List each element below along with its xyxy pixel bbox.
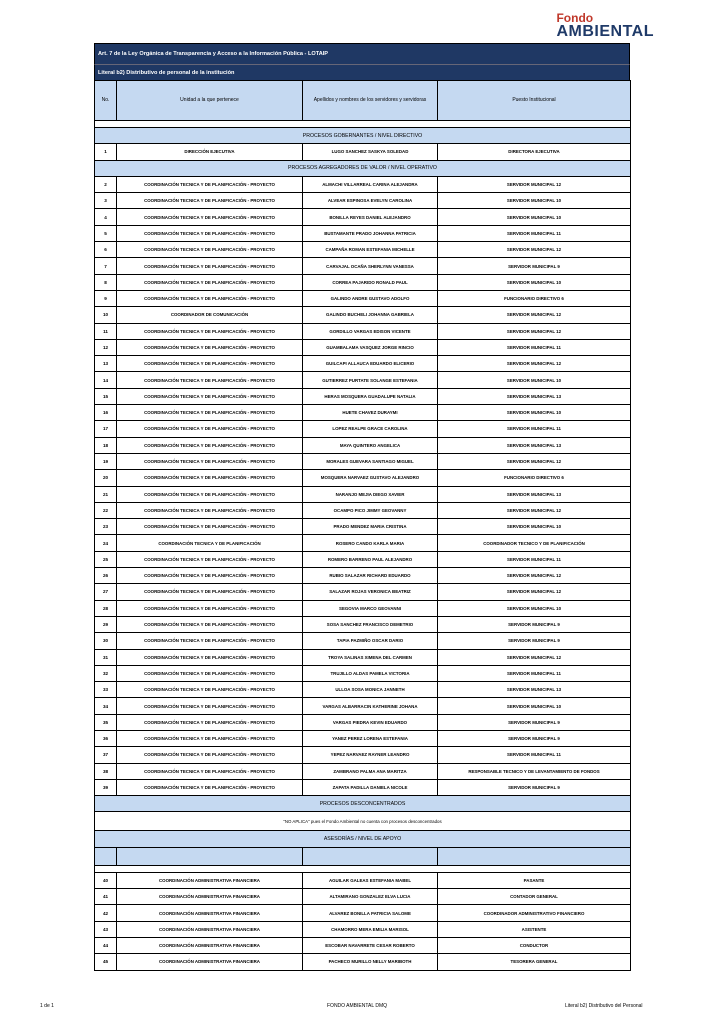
cell-position: SERVIDOR MUNICIPAL 11: [438, 225, 631, 241]
cell-position: SERVIDOR MUNICIPAL 10: [438, 193, 631, 209]
cell-name: BUSTAMANTE PRADO JOHANNA PATRICIA: [303, 225, 438, 241]
cell-unit: COORDINACIÓN TECNICA Y DE PLANIFICACIÓN - PROYECTO: [117, 356, 303, 372]
cell-unit: COORDINACIÓN TECNICA Y DE PLANIFICACIÓN - PROYECTO: [117, 568, 303, 584]
table-row: [95, 242, 631, 258]
table-row: [95, 872, 631, 888]
cell-name: LUGO SANCHEZ SASKYA SOLEDAD: [303, 144, 438, 160]
cell-name: HERAS MOSQUERA GUADALUPE NATALIA: [303, 388, 438, 404]
cell-number: 45: [95, 954, 117, 970]
cell-unit: COORDINACIÓN TECNICA Y DE PLANIFICACIÓN - PROYECTO: [117, 421, 303, 437]
cell-name: ALMACHI VILLARREAL CARINA ALEJANDRA: [303, 176, 438, 192]
table-row: [95, 954, 631, 970]
cell-name: SEGOVIA MARCO GEOVANNI: [303, 600, 438, 616]
cell-position: SERVIDOR MUNICIPAL 10: [438, 209, 631, 225]
table-row: [95, 193, 631, 209]
cell-number: 21: [95, 486, 117, 502]
table-row: [95, 209, 631, 225]
cell-unit: COORDINACIÓN TECNICA Y DE PLANIFICACIÓN - PROYECTO: [117, 323, 303, 339]
table-row: [95, 470, 631, 486]
cell-number: 4: [95, 209, 117, 225]
cell-number: 31: [95, 649, 117, 665]
cell-name: GUILCAPI ALLAUCA EDUARDO ELICERIO: [303, 356, 438, 372]
cell-number: 37: [95, 747, 117, 763]
cell-position: TESORERA GENERAL: [438, 954, 631, 970]
table-row: [95, 714, 631, 730]
cell-name: RUBIO SALAZAR RICHARD EDUARDO: [303, 568, 438, 584]
table-row: [95, 307, 631, 323]
cell-name: ALVAREZ BONILLA PATRICIA SALOME: [303, 905, 438, 921]
personnel-table: [94, 80, 631, 971]
cell-position: FUNCIONARIO DIRECTIVO 6: [438, 290, 631, 306]
table-row: [95, 519, 631, 535]
cell-name: YANEZ PEREZ LORENA ESTEFANIA: [303, 730, 438, 746]
cell-number: 15: [95, 388, 117, 404]
cell-unit: COORDINACIÓN TECNICA Y DE PLANIFICACIÓN - PROYECTO: [117, 290, 303, 306]
cell-name: TROYA SALINAS XIMENA DEL CARMEN: [303, 649, 438, 665]
cell-position: ASISTENTE: [438, 921, 631, 937]
cell-number: 30: [95, 633, 117, 649]
cell-number: 26: [95, 568, 117, 584]
col-header-position: Puesto Institucional: [438, 81, 631, 121]
cell-unit: COORDINACIÓN TECNICA Y DE PLANIFICACIÓN - PROYECTO: [117, 665, 303, 681]
table-row: [95, 388, 631, 404]
table-row: [95, 453, 631, 469]
cell-number: 14: [95, 372, 117, 388]
table-row: [95, 763, 631, 779]
cell-unit: COORDINACIÓN TECNICA Y DE PLANIFICACIÓN - PROYECTO: [117, 502, 303, 518]
cell-number: 33: [95, 682, 117, 698]
cell-unit: COORDINACIÓN TECNICA Y DE PLANIFICACIÓN - PROYECTO: [117, 649, 303, 665]
cell-number: 7: [95, 258, 117, 274]
cell-number: 9: [95, 290, 117, 306]
cell-unit: COORDINACIÓN TECNICA Y DE PLANIFICACIÓN - PROYECTO: [117, 714, 303, 730]
cell-position: SERVIDOR MUNICIPAL 10: [438, 405, 631, 421]
table-row: [95, 421, 631, 437]
cell-number: 43: [95, 921, 117, 937]
table-row: [95, 937, 631, 953]
cell-number: 23: [95, 519, 117, 535]
blank-cell: [303, 847, 438, 865]
footer-center-text: FONDO AMBIENTAL DMQ: [327, 1003, 388, 1009]
cell-unit: COORDINACIÓN TECNICA Y DE PLANIFICACIÓN - PROYECTO: [117, 779, 303, 795]
cell-name: ESCOBAR NAVARRETE CESAR ROBERTO: [303, 937, 438, 953]
table-row: [95, 905, 631, 921]
section-header-operativo: [95, 160, 631, 176]
cell-name: ZAMBRANO PALMA ANA MARITZA: [303, 763, 438, 779]
cell-name: CHAMORRO MERA EMILIA MARISOL: [303, 921, 438, 937]
cell-unit: COORDINACIÓN ADMINISTRATIVA FINANCIERA: [117, 905, 303, 921]
table-row: [95, 682, 631, 698]
column-header-row: [95, 81, 631, 121]
cell-number: 12: [95, 339, 117, 355]
cell-name: GUTIERREZ PURTATE SOLANGE ESTEFANIA: [303, 372, 438, 388]
cell-position: SERVIDOR MUNICIPAL 12: [438, 323, 631, 339]
cell-unit: COORDINACIÓN TECNICA Y DE PLANIFICACIÓN - PROYECTO: [117, 453, 303, 469]
cell-unit: COORDINACIÓN TECNICA Y DE PLANIFICACIÓN - PROYECTO: [117, 209, 303, 225]
cell-number: 5: [95, 225, 117, 241]
table-row: [95, 568, 631, 584]
section-header-desconcentrados: [95, 796, 631, 812]
section-header-directivo: [95, 128, 631, 144]
cell-name: ZAPATA PADILLA DANIELA NICOLE: [303, 779, 438, 795]
cell-name: TAPIA PAZMIÑO OSCAR DARIO: [303, 633, 438, 649]
table-row: [95, 437, 631, 453]
cell-number: 42: [95, 905, 117, 921]
cell-number: 29: [95, 616, 117, 632]
cell-unit: COORDINACIÓN TECNICA Y DE PLANIFICACIÓN - PROYECTO: [117, 242, 303, 258]
cell-position: SERVIDOR MUNICIPAL 9: [438, 779, 631, 795]
cell-position: SERVIDOR MUNICIPAL 13: [438, 388, 631, 404]
cell-position: SERVIDOR MUNICIPAL 9: [438, 730, 631, 746]
cell-number: 34: [95, 698, 117, 714]
cell-unit: COORDINACIÓN TECNICA Y DE PLANIFICACIÓN - PROYECTO: [117, 600, 303, 616]
cell-position: SERVIDOR MUNICIPAL 11: [438, 551, 631, 567]
cell-unit: COORDINACIÓN TECNICA Y DE PLANIFICACIÓN - PROYECTO: [117, 698, 303, 714]
cell-name: OCAMPO PICO JIMMY GEOVANNY: [303, 502, 438, 518]
table-row: [95, 176, 631, 192]
cell-position: SERVIDOR MUNICIPAL 11: [438, 665, 631, 681]
table-row: [95, 144, 631, 160]
cell-position: DIRECTORA EJECUTIVA: [438, 144, 631, 160]
table-row: [95, 535, 631, 551]
cell-number: 10: [95, 307, 117, 323]
table-row: [95, 584, 631, 600]
cell-position: SERVIDOR MUNICIPAL 12: [438, 453, 631, 469]
cell-position: SERVIDOR MUNICIPAL 12: [438, 568, 631, 584]
cell-number: 35: [95, 714, 117, 730]
cell-unit: COORDINACIÓN TECNICA Y DE PLANIFICACIÓN - PROYECTO: [117, 437, 303, 453]
cell-unit: COORDINACIÓN ADMINISTRATIVA FINANCIERA: [117, 954, 303, 970]
cell-name: ALTAMIRANO GONZALEZ ELVA LUCIA: [303, 889, 438, 905]
cell-unit: COORDINACIÓN TECNICA Y DE PLANIFICACIÓN - PROYECTO: [117, 633, 303, 649]
cell-unit: COORDINACIÓN TECNICA Y DE PLANIFICACIÓN - PROYECTO: [117, 763, 303, 779]
table-row: [95, 339, 631, 355]
section-header-apoyo: [95, 831, 631, 847]
cell-position: SERVIDOR MUNICIPAL 12: [438, 242, 631, 258]
cell-number: 19: [95, 453, 117, 469]
cell-unit: COORDINACIÓN TECNICA Y DE PLANIFICACIÓN - PROYECTO: [117, 193, 303, 209]
cell-name: CARVAJAL OCAÑA SHERLYNN VANESSA: [303, 258, 438, 274]
cell-unit: COORDINACIÓN TECNICA Y DE PLANIFICACIÓN - PROYECTO: [117, 225, 303, 241]
section-title: PROCESOS GOBERNANTES / NIVEL DIRECTIVO: [95, 128, 631, 144]
cell-number: 32: [95, 665, 117, 681]
cell-number: 22: [95, 502, 117, 518]
cell-position: SERVIDOR MUNICIPAL 13: [438, 682, 631, 698]
cell-position: SERVIDOR MUNICIPAL 9: [438, 616, 631, 632]
cell-name: ROMERO BARRENO PAUL ALEJANDRO: [303, 551, 438, 567]
cell-position: SERVIDOR MUNICIPAL 9: [438, 633, 631, 649]
cell-position: FUNCIONARIO DIRECTIVO 6: [438, 470, 631, 486]
col-header-name: Apellidos y nombres de los servidores y servidoras: [303, 81, 438, 121]
cell-unit: COORDINADOR DE COMUNICACIÓN: [117, 307, 303, 323]
cell-name: ULLOA SOSA MONICA JANNETH: [303, 682, 438, 698]
footer-right-text: Literal b2) Distributivo del Personal: [565, 1003, 643, 1009]
logo-line-1: Fondo: [556, 11, 594, 25]
cell-name: MOSQUERA NARVAEZ GUSTAVO ALEJANDRO: [303, 470, 438, 486]
table-row: [95, 633, 631, 649]
fondo-ambiental-logo: [556, 12, 654, 40]
cell-position: CONDUCTOR: [438, 937, 631, 953]
cell-position: SERVIDOR MUNICIPAL 10: [438, 519, 631, 535]
col-header-unit: Unidad a la que pertenece: [117, 81, 303, 121]
cell-position: SERVIDOR MUNICIPAL 12: [438, 502, 631, 518]
cell-position: PASANTE: [438, 872, 631, 888]
cell-number: 41: [95, 889, 117, 905]
cell-position: COORDINADOR TECNICO Y DE PLANIFICACIÓN: [438, 535, 631, 551]
cell-name: SALAZAR ROJAS VERONICA BEATRIZ: [303, 584, 438, 600]
cell-name: ROSERO CANDO KARLA MARIA: [303, 535, 438, 551]
cell-name: SOSA SANCHEZ FRANCISCO DEMETRIO: [303, 616, 438, 632]
table-row: [95, 372, 631, 388]
cell-name: CORREA PAJARIDO RONALD PAUL: [303, 274, 438, 290]
cell-name: HUETE CHAVEZ DURAYMI: [303, 405, 438, 421]
cell-name: VARGAS ALBARRACIN KATHERINE JOHANA: [303, 698, 438, 714]
cell-number: 17: [95, 421, 117, 437]
cell-unit: COORDINACIÓN TECNICA Y DE PLANIFICACIÓN - PROYECTO: [117, 339, 303, 355]
cell-number: 27: [95, 584, 117, 600]
cell-name: TRUJILLO ALDAS PAMELA VICTORIA: [303, 665, 438, 681]
cell-position: SERVIDOR MUNICIPAL 12: [438, 584, 631, 600]
cell-unit: COORDINACIÓN TECNICA Y DE PLANIFICACIÓN - PROYECTO: [117, 274, 303, 290]
blank-cell: [438, 847, 631, 865]
cell-unit: COORDINACIÓN TECNICA Y DE PLANIFICACIÓN - PROYECTO: [117, 616, 303, 632]
cell-number: 16: [95, 405, 117, 421]
table-row: [95, 649, 631, 665]
table-row: [95, 600, 631, 616]
cell-position: SERVIDOR MUNICIPAL 12: [438, 356, 631, 372]
cell-unit: COORDINACIÓN TECNICA Y DE PLANIFICACIÓN - PROYECTO: [117, 486, 303, 502]
cell-number: 28: [95, 600, 117, 616]
table-row: [95, 225, 631, 241]
cell-name: GALINDO BUCHELI JOHANNA GABRIELA: [303, 307, 438, 323]
cell-position: SERVIDOR MUNICIPAL 12: [438, 649, 631, 665]
cell-number: 44: [95, 937, 117, 953]
table-row: [95, 698, 631, 714]
cell-number: 38: [95, 763, 117, 779]
cell-name: YEPEZ NARVAEZ RAYNER LEANDRO: [303, 747, 438, 763]
cell-unit: COORDINACIÓN TECNICA Y DE PLANIFICACIÓN: [117, 535, 303, 551]
cell-name: GORDILLO VARGAS EDISON VICENTE: [303, 323, 438, 339]
cell-unit: COORDINACIÓN TECNICA Y DE PLANIFICACIÓN - PROYECTO: [117, 372, 303, 388]
cell-unit: COORDINACIÓN ADMINISTRATIVA FINANCIERA: [117, 872, 303, 888]
cell-unit: DIRECCIÓN EJECUTIVA: [117, 144, 303, 160]
cell-name: NARANJO MEJIA DIEGO XAVIER: [303, 486, 438, 502]
table-row: [95, 779, 631, 795]
blank-cell: [95, 847, 117, 865]
cell-number: 25: [95, 551, 117, 567]
table-row: [95, 290, 631, 306]
table-row: [95, 730, 631, 746]
table-row: [95, 405, 631, 421]
cell-position: SERVIDOR MUNICIPAL 13: [438, 437, 631, 453]
cell-position: SERVIDOR MUNICIPAL 10: [438, 600, 631, 616]
section-title: PROCESOS AGREGADORES DE VALOR / NIVEL OPERATIVO: [95, 160, 631, 176]
section-note-row: [95, 812, 631, 831]
distributivo-sheet: [94, 43, 630, 971]
cell-unit: COORDINACIÓN TECNICA Y DE PLANIFICACIÓN - PROYECTO: [117, 258, 303, 274]
cell-position: SERVIDOR MUNICIPAL 11: [438, 421, 631, 437]
cell-unit: COORDINACIÓN TECNICA Y DE PLANIFICACIÓN - PROYECTO: [117, 584, 303, 600]
cell-unit: COORDINACIÓN TECNICA Y DE PLANIFICACIÓN - PROYECTO: [117, 730, 303, 746]
blank-row: [95, 847, 631, 865]
cell-number: 11: [95, 323, 117, 339]
section-title: ASESORÍAS / NIVEL DE APOYO: [95, 831, 631, 847]
cell-number: 8: [95, 274, 117, 290]
cell-position: SERVIDOR MUNICIPAL 10: [438, 274, 631, 290]
cell-name: MAYA QUINTERO ANGELICA: [303, 437, 438, 453]
cell-position: SERVIDOR MUNICIPAL 13: [438, 486, 631, 502]
cell-name: CAMPAÑA ROMAN ESTEFANIA MICHELLE: [303, 242, 438, 258]
cell-position: SERVIDOR MUNICIPAL 12: [438, 307, 631, 323]
table-row: [95, 274, 631, 290]
table-row: [95, 921, 631, 937]
table-row: [95, 616, 631, 632]
cell-position: SERVIDOR MUNICIPAL 10: [438, 372, 631, 388]
cell-position: CONTADOR GENERAL: [438, 889, 631, 905]
cell-name: GUAMBALAMA VASQUEZ JORGE RINCIO: [303, 339, 438, 355]
cell-unit: COORDINACIÓN TECNICA Y DE PLANIFICACIÓN - PROYECTO: [117, 519, 303, 535]
table-row: [95, 502, 631, 518]
cell-unit: COORDINACIÓN TECNICA Y DE PLANIFICACIÓN - PROYECTO: [117, 388, 303, 404]
cell-position: COORDINADOR ADMINISTRATIVO FINANCIERO: [438, 905, 631, 921]
table-row: [95, 747, 631, 763]
section-title: PROCESOS DESCONCENTRADOS: [95, 796, 631, 812]
cell-number: 1: [95, 144, 117, 160]
table-row: [95, 258, 631, 274]
spacer-row: [95, 121, 631, 128]
cell-name: AGUILAR GALEAS ESTEFANIA MABEL: [303, 872, 438, 888]
table-row: [95, 356, 631, 372]
cell-number: 13: [95, 356, 117, 372]
cell-number: 3: [95, 193, 117, 209]
cell-number: 18: [95, 437, 117, 453]
cell-unit: COORDINACIÓN ADMINISTRATIVA FINANCIERA: [117, 937, 303, 953]
spacer-cell: [95, 865, 631, 872]
cell-number: 6: [95, 242, 117, 258]
cell-unit: COORDINACIÓN TECNICA Y DE PLANIFICACIÓN - PROYECTO: [117, 747, 303, 763]
table-row: [95, 889, 631, 905]
table-row: [95, 665, 631, 681]
cell-number: 2: [95, 176, 117, 192]
cell-name: VARGAS PIEDRA KEVIN EDUARDO: [303, 714, 438, 730]
document-subtitle: Literal b2) Distributivo de personal de la institución: [94, 64, 630, 80]
cell-position: SERVIDOR MUNICIPAL 9: [438, 714, 631, 730]
cell-name: BONILLA REYES DANIEL ALEJANDRO: [303, 209, 438, 225]
cell-unit: COORDINACIÓN TECNICA Y DE PLANIFICACIÓN - PROYECTO: [117, 405, 303, 421]
cell-unit: COORDINACIÓN TECNICA Y DE PLANIFICACIÓN - PROYECTO: [117, 682, 303, 698]
cell-number: 40: [95, 872, 117, 888]
document-title: Art. 7 de la Ley Orgánica de Transparencia y Acceso a la Información Pública - LOTAIP: [94, 43, 630, 64]
col-header-no: No.: [95, 81, 117, 121]
table-row: [95, 486, 631, 502]
cell-position: SERVIDOR MUNICIPAL 10: [438, 698, 631, 714]
cell-position: SERVIDOR MUNICIPAL 11: [438, 747, 631, 763]
blank-cell: [117, 847, 303, 865]
cell-unit: COORDINACIÓN TECNICA Y DE PLANIFICACIÓN - PROYECTO: [117, 551, 303, 567]
cell-position: RESPONSABLE TECNICO Y DE LEVANTAMIENTO DE FONDOS: [438, 763, 631, 779]
spacer-row: [95, 865, 631, 872]
section-note: "NO APLICA" pues el Fondo Ambiental no cuenta con procesos desconcentrados: [95, 812, 631, 831]
cell-name: ALVEAR ESPINOSA EVELYN CAROLINA: [303, 193, 438, 209]
cell-unit: COORDINACIÓN TECNICA Y DE PLANIFICACIÓN - PROYECTO: [117, 176, 303, 192]
cell-position: SERVIDOR MUNICIPAL 12: [438, 176, 631, 192]
footer-page-number: 1 de 1: [40, 1003, 54, 1009]
cell-number: 24: [95, 535, 117, 551]
cell-name: PRADO MENDEZ MARIA CRISTINA: [303, 519, 438, 535]
table-row: [95, 323, 631, 339]
cell-unit: COORDINACIÓN ADMINISTRATIVA FINANCIERA: [117, 889, 303, 905]
cell-unit: COORDINACIÓN ADMINISTRATIVA FINANCIERA: [117, 921, 303, 937]
spacer-cell: [95, 121, 631, 128]
cell-number: 20: [95, 470, 117, 486]
cell-name: GALINDO ANDRE GUSTAVO ADOLFO: [303, 290, 438, 306]
cell-unit: COORDINACIÓN TECNICA Y DE PLANIFICACIÓN - PROYECTO: [117, 470, 303, 486]
cell-position: SERVIDOR MUNICIPAL 9: [438, 258, 631, 274]
cell-name: PACHECO MURILLO NELLY MARIBOTH: [303, 954, 438, 970]
cell-name: LOPEZ REALPE GRACE CAROLINA: [303, 421, 438, 437]
logo-line-2: AMBIENTAL: [556, 23, 654, 40]
cell-name: MORALES GUEVARA SANTIAGO MIGUEL: [303, 453, 438, 469]
cell-number: 39: [95, 779, 117, 795]
table-row: [95, 551, 631, 567]
cell-position: SERVIDOR MUNICIPAL 11: [438, 339, 631, 355]
cell-number: 36: [95, 730, 117, 746]
